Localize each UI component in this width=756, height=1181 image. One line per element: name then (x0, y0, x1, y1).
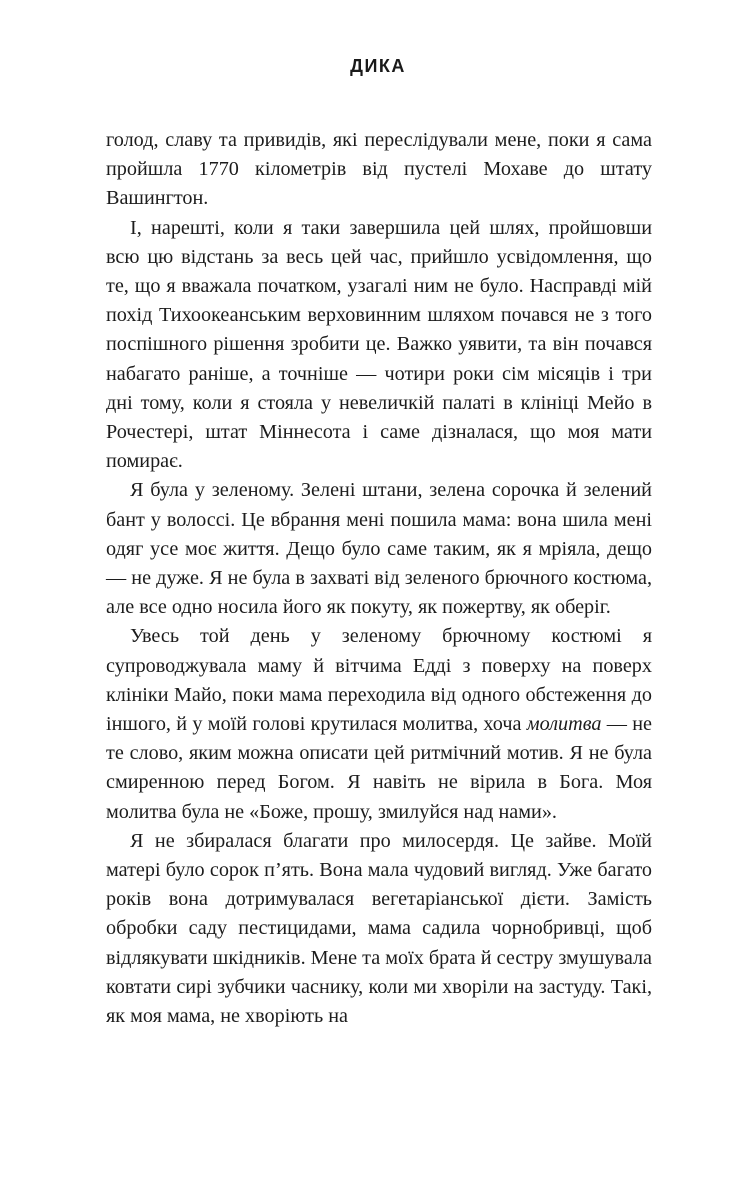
paragraph-4-text-before: Увесь той день у зеленому брючному костюмі я супроводжувала маму й вітчима Едді з поверху на поверх клініки Майо, поки мама переходила від одного обстеження до іншого, й у моїй голові крутилася молитва, хоча (106, 625, 652, 736)
paragraph-1: голод, славу та привидів, які переслідували мене, поки я сама пройшла 1770 кілометрів від пустелі Мохаве до штату Вашингтон. (106, 129, 652, 210)
paragraph-4-text-after: — не те слово, яким можна описати цей ритмічний мотив. Я не була смиренною перед Богом. Я навіть не вірила в Бога. Моя молитва була не «Боже, прошу, змилуйся над нами». (106, 713, 653, 823)
body-text (106, 126, 652, 1031)
paragraph-3: Я була у зеленому. Зелені штани, зелена сорочка й зелений бант у волоссі. Це вбрання мені пошила мама: вона шила мені одяг усе моє життя. Дещо було саме таким, як я мріяла, дещо — не дуже. Я не була в захваті від зеленого брючного костюма, але все одно носила його як покуту, як пожертву, як оберіг. (106, 479, 652, 619)
paragraph-4-italic-word: молитва (526, 713, 602, 736)
paragraph-2: І, нарешті, коли я таки завершила цей шлях, пройшовши всю цю відстань за весь цей час, прийшло усвідомлення, що те, що я вважала початком, узагалі ним не було. Насправді мій похід Тихоокеанським верховинним шляхом почався не з того поспішного рішення зробити це. Важко уявити, та він почався набагато раніше, а точніше — чотири роки сім місяців і три дні тому, коли я стояла у невеличкій палаті в клініці Мейо в Рочестері, штат Міннесота і саме дізналася, що моя мати помирає. (106, 216, 652, 473)
running-title: ДИКА (350, 56, 406, 76)
paragraph-5: Я не збиралася благати про милосердя. Це зайве. Моїй матері було сорок п’ять. Вона мала чудовий вигляд. Уже багато років вона дотримувалася вегетаріанської дієти. Замість обробки саду пестицидами, мама садила чорнобривці, щоб відлякувати шкідників. Мене та моїх брата й сестру змушувала ковтати сирі зубчики часнику, коли ми хворіли на застуду. Такі, як моя мама, не хворіють на (106, 829, 652, 1028)
paragraph-4 (106, 622, 652, 826)
